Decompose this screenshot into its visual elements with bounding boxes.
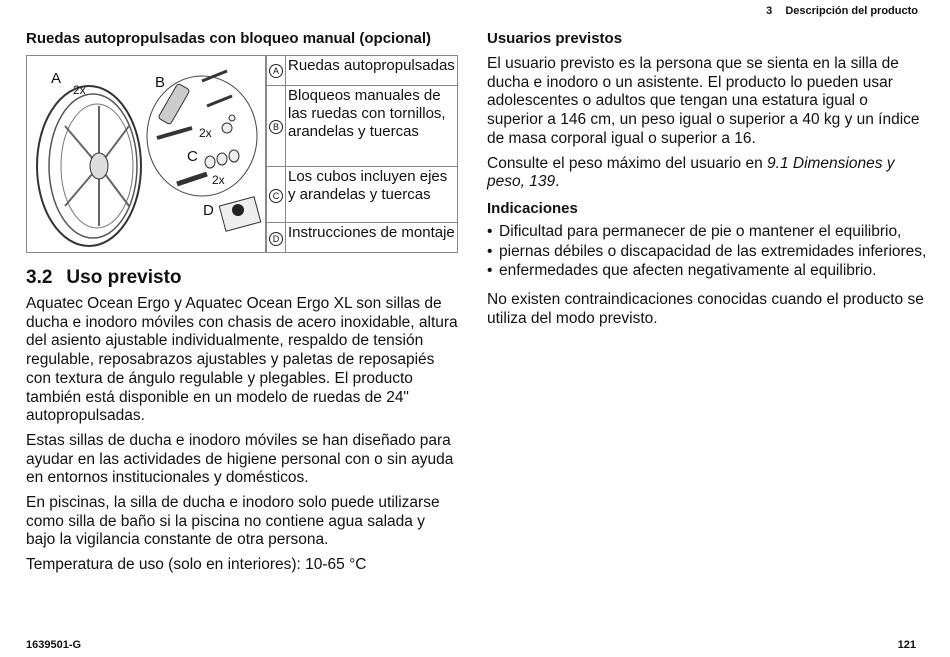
legend-key: B [269, 120, 283, 134]
users-heading: Usuarios previstos [487, 30, 623, 47]
weight-reference-paragraph [487, 155, 927, 192]
chapter-number: 3 [766, 5, 773, 17]
label-b: B [155, 74, 166, 91]
left-column [26, 28, 458, 581]
legend-text: Los cubos incluyen ejes y arandelas y tuercas [286, 167, 458, 223]
indications-heading: Indicaciones [487, 199, 578, 217]
legend-text: Instrucciones de montaje [286, 223, 458, 253]
temperature-note: Temperatura de uso (solo en interiores): 10-65 °C [26, 556, 367, 574]
figure-row [26, 55, 458, 253]
legend-row [267, 56, 458, 86]
qty-c: 2x [212, 173, 225, 187]
weight-reference-text: Consulte el peso máximo del usuario en [487, 154, 768, 172]
legend-key: A [269, 64, 283, 78]
legend-row [267, 167, 458, 223]
intended-use-paragraph-3: En piscinas, la silla de ducha e inodoro solo puede utilizarse como silla de baño si la piscina no contiene agua salada y bajo la vigilancia constante de otra persona. [26, 494, 440, 549]
list-item: • piernas débiles o discapacidad de las extremidades inferiores, [499, 243, 927, 262]
list-item: • enfermedades que afecten negativamente al equilibrio. [499, 262, 927, 281]
weight-reference-end: . [555, 173, 560, 191]
figure-legend-table [266, 55, 458, 253]
contraindications-paragraph: No existen contraindicaciones conocidas cuando el producto se utiliza del modo previsto. [487, 291, 924, 327]
intended-use-paragraph-2: Estas sillas de ducha e inodoro móviles se han diseñado para ayudar en las actividades de higiene personal con o sin ayuda en entornos institucionales y domésticos. [26, 431, 454, 487]
section-heading [26, 267, 458, 289]
qty-a: 2x [73, 83, 86, 97]
label-a: A [51, 70, 62, 87]
label-d: D [203, 202, 214, 219]
legend-row [267, 85, 458, 166]
page-header [766, 5, 918, 17]
indications-list [487, 223, 927, 281]
chapter-title: Descripción del producto [785, 5, 918, 17]
list-item: • Dificultad para permanecer de pie o mantener el equilibrio, [499, 223, 927, 242]
section-number: 3.2 [26, 267, 53, 288]
figure-title: Ruedas autopropulsadas con bloqueo manual (opcional) [26, 30, 432, 47]
legend-text: Bloqueos manuales de las ruedas con tornillos, arandelas y tuercas [286, 85, 458, 166]
intended-use-paragraph-1: Aquatec Ocean Ergo y Aquatec Ocean Ergo XL son sillas de ducha e inodoro móviles con chasis de acero inoxidable, altura del asiento ajustable individualmente, respaldo de tensión regulable, reposabrazos ajustables y paletas de reposapiés con textura de ángulo regulable y plegables. El producto también está disponible en un modelo de ruedas de 24" autopropulsadas. [26, 295, 458, 425]
legend-key: C [269, 189, 283, 203]
legend-text: Ruedas autopropulsadas [286, 56, 458, 86]
document-id: 1639501-G [26, 639, 82, 651]
legend-key: D [269, 232, 283, 246]
wheel-parts-illustration [26, 55, 266, 253]
qty-b: 2x [199, 126, 212, 140]
cross-reference-link[interactable]: 9.1 Dimensiones y peso, 139 [487, 154, 895, 191]
users-paragraph: El usuario previsto es la persona que se sienta en la silla de ducha e inodoro o un asistente. El producto lo pueden usar adolescentes o adultos que tengan una estatura igual o superior a 146 cm, un peso igual o superior a 40 kg y un índice de masa corporal igual o superior a 16. [487, 55, 920, 147]
label-c: C [187, 148, 198, 165]
legend-row [267, 223, 458, 253]
wheel-drawing-icon [27, 56, 265, 252]
right-column [487, 28, 927, 334]
section-title: Uso previsto [66, 267, 182, 288]
page-number: 121 [897, 639, 916, 651]
